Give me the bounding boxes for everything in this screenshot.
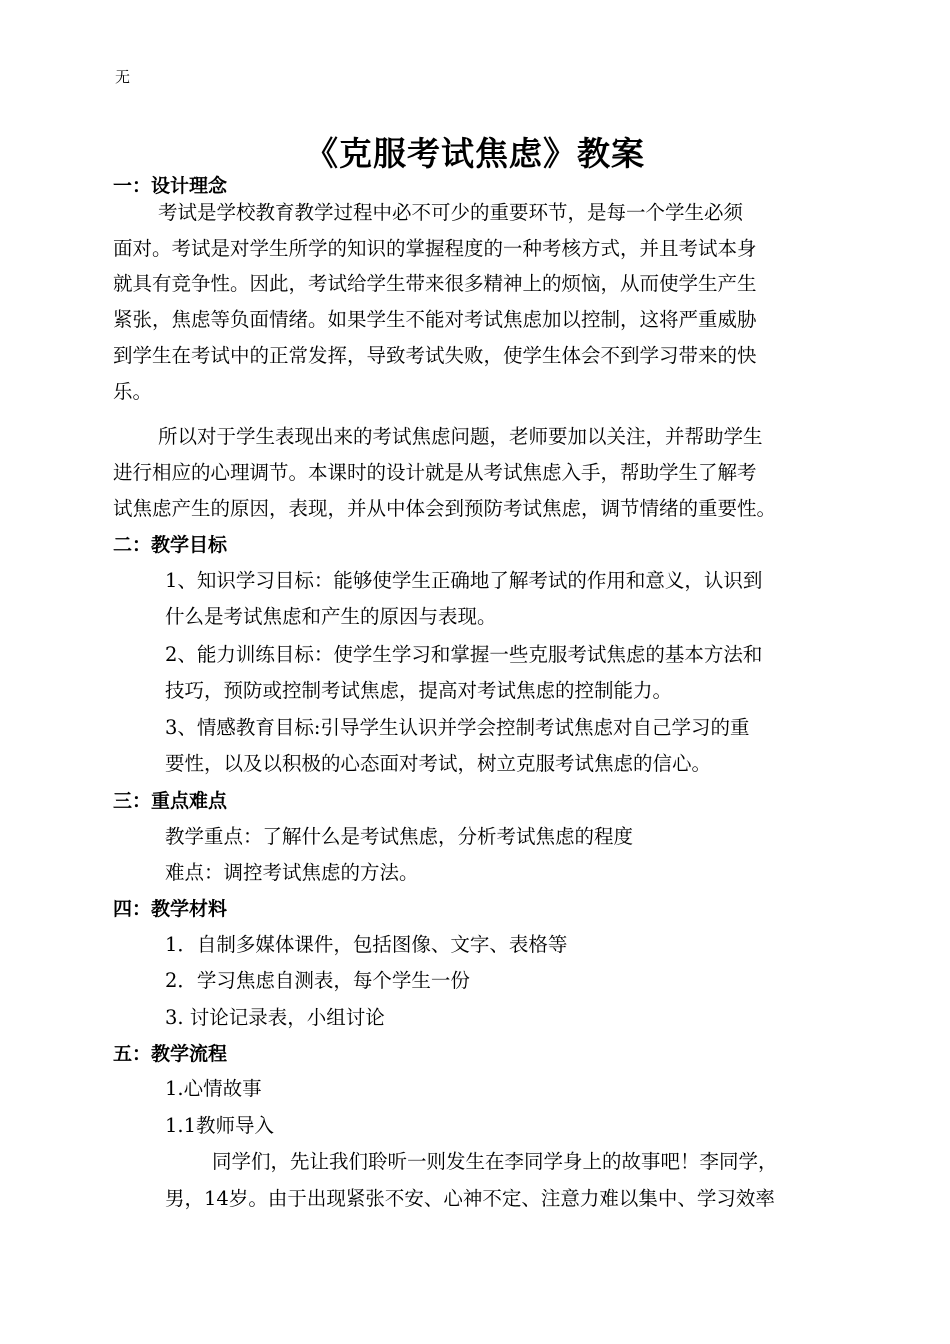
body-text-line: 1、知识学习目标：能够使学生正确地了解考试的作用和意义，认识到 (165, 569, 763, 592)
body-text-line: 2、能力训练目标：使学生学习和掌握一些克服考试焦虑的基本方法和 (165, 643, 763, 666)
body-text-line: 进行相应的心理调节。本课时的设计就是从考试焦虑入手，帮助学生了解考 (113, 461, 757, 484)
body-text-line: 技巧，预防或控制考试焦虑，提高对考试焦虑的控制能力。 (165, 679, 673, 702)
body-text-line: 难点：调控考试焦虑的方法。 (165, 861, 419, 884)
body-text-line: 教学重点：了解什么是考试焦虑，分析考试焦虑的程度 (165, 825, 634, 848)
body-text-line: 就具有竞争性。因此，考试给学生带来很多精神上的烦恼，从而使学生产生 (113, 272, 757, 295)
body-text-line: 所以对于学生表现出来的考试焦虑问题，老师要加以关注，并帮助学生 (158, 425, 763, 448)
section-heading: 二：教学目标 (113, 534, 228, 556)
section-heading: 四：教学材料 (113, 898, 228, 920)
section-heading: 五：教学流程 (113, 1043, 228, 1065)
body-text-line: 到学生在考试中的正常发挥，导致考试失败，使学生体会不到学习带来的快 (113, 344, 757, 367)
body-text-line: 1.心情故事 (165, 1077, 262, 1100)
body-text-line: 紧张，焦虑等负面情绪。如果学生不能对考试焦虑加以控制，这将严重威胁 (113, 308, 757, 331)
body-text-line: 面对。考试是对学生所学的知识的掌握程度的一种考核方式，并且考试本身 (113, 237, 757, 260)
document-title: 《克服考试焦虑》教案 (305, 134, 645, 173)
body-text-line: 什么是考试焦虑和产生的原因与表现。 (165, 605, 497, 628)
body-text-line: 同学们，先让我们聆听一则发生在李同学身上的故事吧！李同学， (212, 1150, 778, 1173)
body-text-line: 3. 讨论记录表，小组讨论 (165, 1006, 385, 1029)
body-text-line: 乐。 (113, 380, 153, 403)
section-heading: 三：重点难点 (113, 790, 228, 812)
body-text-line: 男，14岁。由于出现紧张不安、心神不定、注意力难以集中、学习效率 (165, 1187, 775, 1210)
body-text-line: 考试是学校教育教学过程中必不可少的重要环节，是每一个学生必须 (158, 201, 744, 224)
body-text-line: 2．学习焦虑自测表，每个学生一份 (165, 969, 470, 992)
body-text-line: 试焦虑产生的原因，表现，并从中体会到预防考试焦虑，调节情绪的重要性。 (113, 497, 777, 520)
header-mark: 无 (115, 68, 131, 86)
body-text-line: 1．自制多媒体课件，包括图像、文字、表格等 (165, 933, 568, 956)
section-heading: 一：设计理念 (113, 175, 228, 197)
body-text-line: 1.1教师导入 (165, 1114, 275, 1137)
body-text-line: 3、情感教育目标:引导学生认识并学会控制考试焦虑对自己学习的重 (165, 716, 750, 739)
body-text-line: 要性，以及以积极的心态面对考试，树立克服考试焦虑的信心。 (165, 752, 712, 775)
